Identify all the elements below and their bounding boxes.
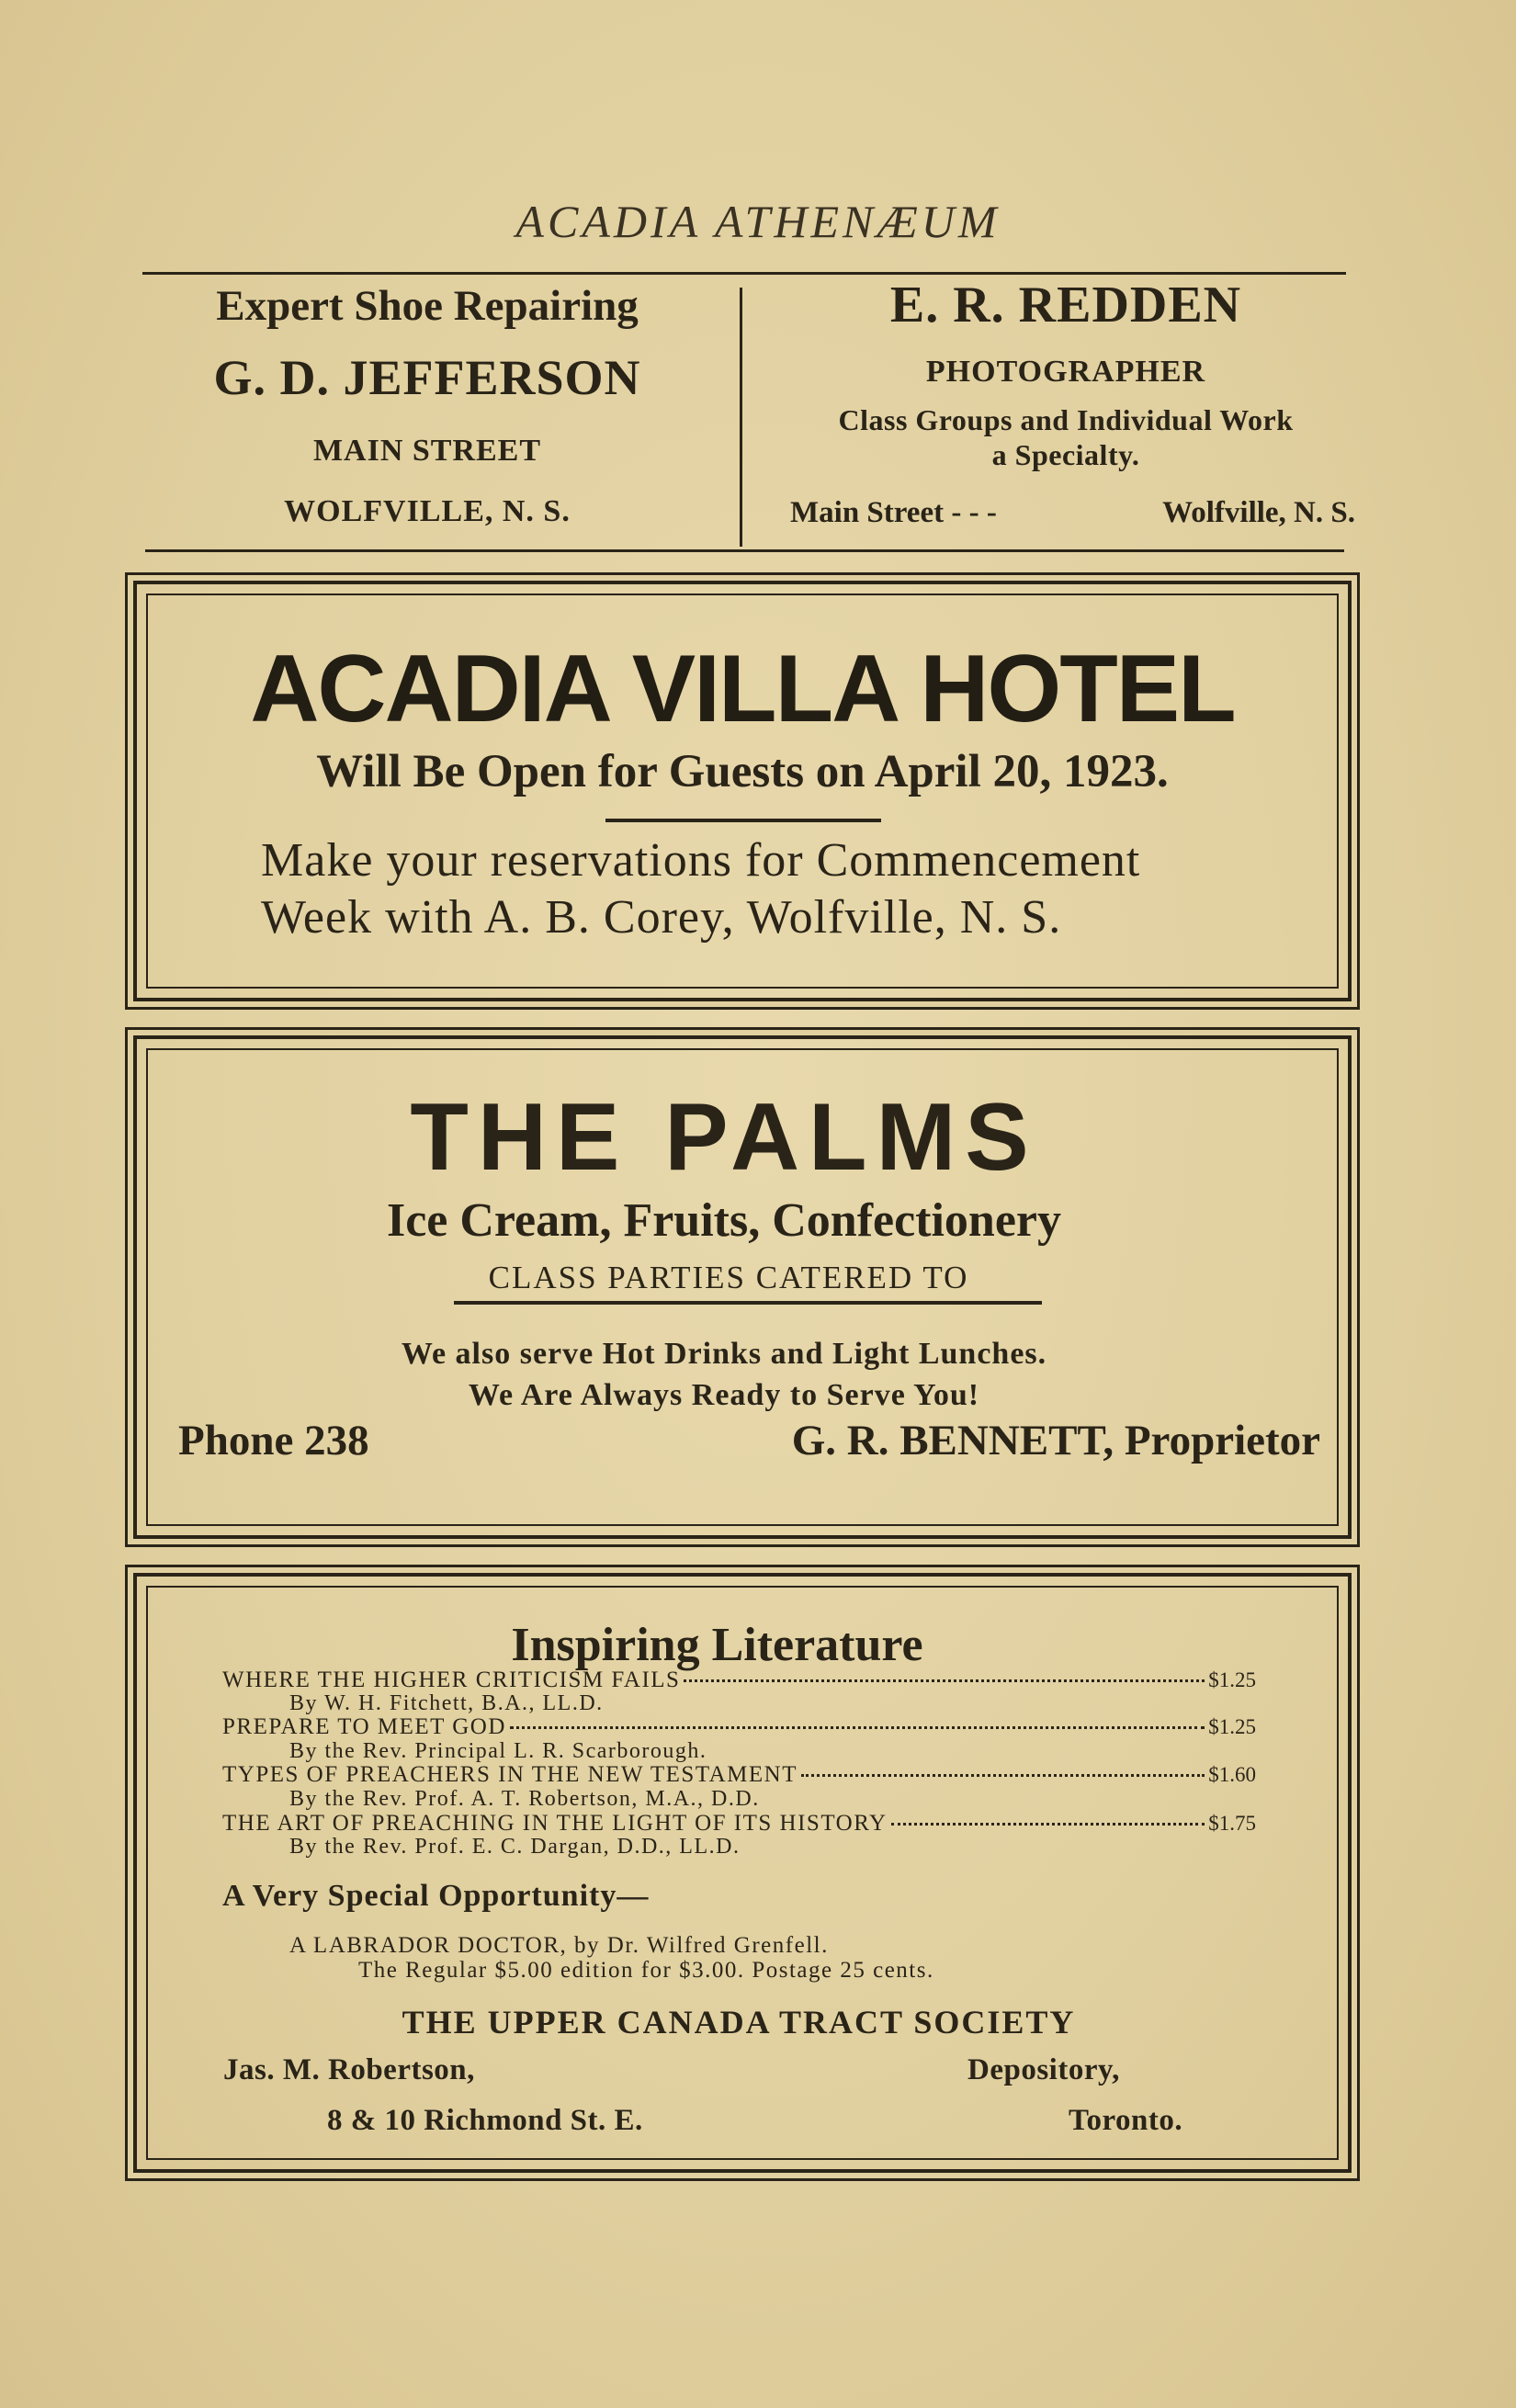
palms-phone: Phone 238 (178, 1417, 369, 1464)
palms-body-line-1: We also serve Hot Drinks and Light Lunches. (401, 1337, 1047, 1371)
column-divider (740, 288, 742, 547)
palms-class-line: CLASS PARTIES CATERED TO (488, 1260, 969, 1295)
palms-ad-frame (133, 1035, 1352, 1539)
book-price: $1.75 (1208, 1812, 1256, 1835)
leader-dots (801, 1774, 1205, 1777)
book-author: By the Rev. Principal L. R. Scarborough. (289, 1739, 707, 1763)
book-row (222, 1714, 1256, 1740)
book-price: $1.25 (1208, 1668, 1256, 1691)
book-author: By the Rev. Prof. A. T. Robertson, M.A., D.D. (289, 1787, 760, 1811)
depository-label: Depository, (967, 2053, 1120, 2086)
special-heading: A Very Special Opportunity— (222, 1879, 650, 1913)
book-price: $1.60 (1208, 1763, 1256, 1786)
villa-ad-frame (133, 581, 1352, 1001)
palms-body (137, 1333, 1311, 1416)
palms-subtitle: Ice Cream, Fruits, Confectionery (386, 1194, 1062, 1247)
redden-ad (767, 276, 1364, 530)
book-author: By the Rev. Prof. E. C. Dargan, D.D., LL.D. (289, 1835, 741, 1859)
redden-role: PHOTOGRAPHER (925, 355, 1206, 389)
literature-title: Inspiring Literature (511, 1619, 923, 1671)
palms-divider (454, 1301, 1042, 1305)
villa-body (261, 832, 1320, 946)
city: Toronto. (1069, 2104, 1183, 2137)
book-title: TYPES OF PREACHERS IN THE NEW TESTAMENT (222, 1762, 798, 1787)
bottom-rule (145, 549, 1344, 552)
palms-title: THE PALMS (410, 1084, 1038, 1191)
jefferson-street: MAIN STREET (312, 434, 542, 468)
book-title: PREPARE TO MEET GOD (222, 1714, 506, 1739)
jefferson-name: G. D. JEFFERSON (213, 350, 641, 405)
redden-specialty-line-1: Class Groups and Individual Work (838, 403, 1294, 436)
villa-body-line-1: Make your reservations for Commencement (261, 834, 1141, 887)
jefferson-tagline: Expert Shoe Repairing (216, 282, 639, 330)
book-title: WHERE THE HIGHER CRITICISM FAILS (222, 1668, 681, 1692)
redden-town: Wolfville, N. S. (1162, 496, 1355, 529)
redden-name: E. R. REDDEN (889, 277, 1242, 334)
villa-subtitle: Will Be Open for Guests on April 20, 1923. (316, 746, 1169, 797)
agent-name: Jas. M. Robertson, (223, 2053, 475, 2086)
palms-body-line-2: We Are Always Ready to Serve You! (468, 1378, 980, 1412)
book-row (222, 1762, 1256, 1788)
book-row (222, 1811, 1256, 1837)
book-title: THE ART OF PREACHING IN THE LIGHT OF ITS HISTORY (222, 1811, 888, 1836)
jefferson-ad (138, 276, 717, 529)
redden-specialty-line-2: a Specialty. (991, 438, 1140, 471)
leader-dots (684, 1679, 1205, 1682)
special-line-2: The Regular $5.00 edition for $3.00. Postage 25 cents. (358, 1958, 934, 1983)
book-price: $1.25 (1208, 1715, 1256, 1738)
page-header: ACADIA ATHENÆUM (515, 196, 1001, 247)
book-author: By W. H. Fitchett, B.A., LL.D. (289, 1691, 604, 1715)
street-address: 8 & 10 Richmond St. E. (327, 2104, 643, 2137)
villa-title: ACADIA VILLA HOTEL (250, 636, 1235, 742)
jefferson-town: WOLFVILLE, N. S. (284, 494, 571, 528)
book-row (222, 1668, 1256, 1693)
villa-divider (605, 819, 881, 822)
redden-specialty (767, 402, 1364, 472)
leader-dots (891, 1823, 1205, 1826)
leader-dots (510, 1726, 1205, 1729)
special-line-1: A LABRADOR DOCTOR, by Dr. Wilfred Grenfell. (289, 1933, 829, 1958)
palms-proprietor: G. R. BENNETT, Proprietor (791, 1417, 1320, 1464)
redden-street: Main Street - - - (790, 496, 997, 529)
society-name: THE UPPER CANADA TRACT SOCIETY (402, 2004, 1076, 2041)
villa-body-line-2: Week with A. B. Corey, Wolfville, N. S. (261, 891, 1062, 944)
redden-address (767, 496, 1364, 530)
top-rule (142, 272, 1346, 275)
